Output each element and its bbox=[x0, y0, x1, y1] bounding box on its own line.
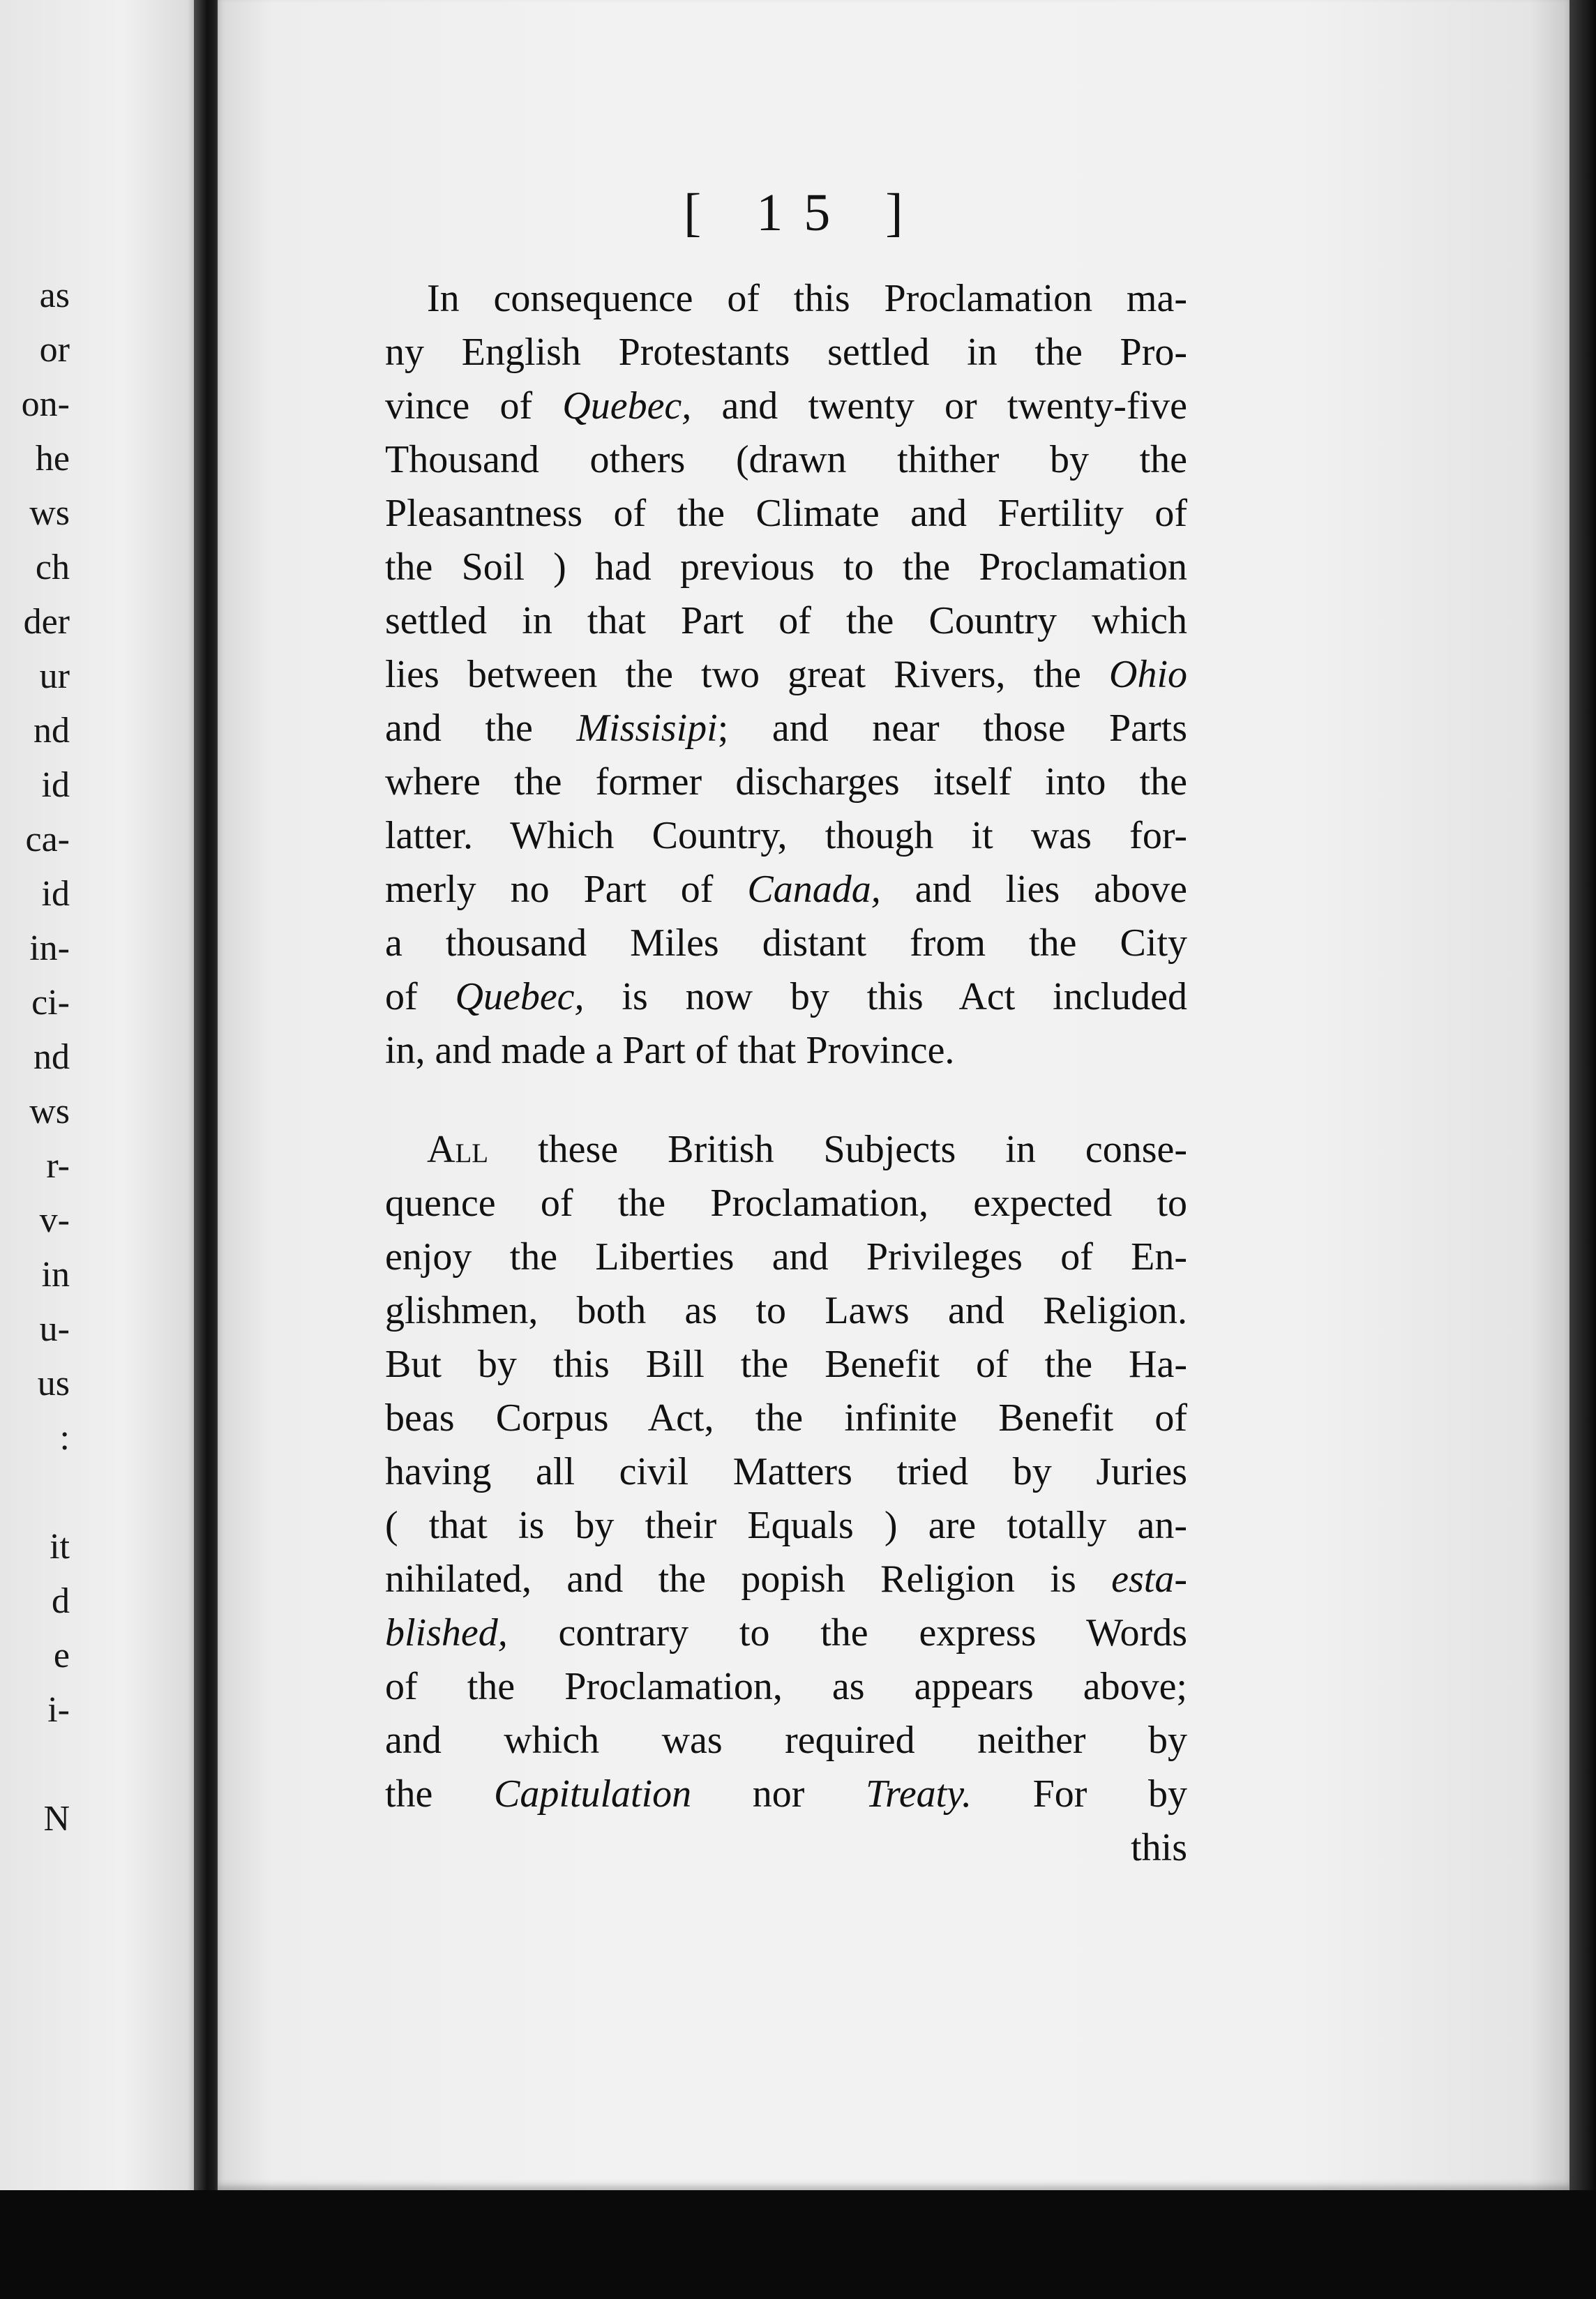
text-line: glishmen, both as to Laws and Religion. bbox=[385, 1289, 1187, 1332]
fragment: he bbox=[35, 439, 70, 478]
text-line: latter. Which Country, though it was for- bbox=[385, 814, 1187, 857]
text-line: In consequence of this Proclamation ma- bbox=[427, 277, 1187, 320]
fragment: id bbox=[41, 874, 70, 914]
text-line: in, and made a Part of that Province. bbox=[385, 1029, 955, 1072]
text-line: Pleasantness of the Climate and Fertility of bbox=[385, 492, 1187, 535]
text-line: and the Missisipi; and near those Parts bbox=[385, 707, 1187, 750]
text-line: beas Corpus Act, the infinite Benefit of bbox=[385, 1396, 1187, 1440]
fragment: it bbox=[50, 1527, 70, 1567]
text-line: blished, contrary to the express Words bbox=[385, 1611, 1187, 1654]
fragment: in bbox=[41, 1255, 70, 1295]
text-line: All these British Subjects in conse- bbox=[427, 1128, 1187, 1171]
fragment: der bbox=[23, 602, 70, 642]
fragment: ws bbox=[29, 1092, 70, 1131]
text-line: of the Proclamation, as appears above; bbox=[385, 1665, 1187, 1708]
text-line: merly no Part of Canada, and lies above bbox=[385, 868, 1187, 911]
text-line: Thousand others (drawn thither by the bbox=[385, 438, 1187, 481]
fragment: or bbox=[39, 330, 70, 370]
text-line: nihilated, and the popish Religion is esta- bbox=[385, 1558, 1187, 1601]
text-line: having all civil Matters tried by Juries bbox=[385, 1450, 1187, 1493]
bottom-border bbox=[0, 2190, 1596, 2299]
fragment: ch bbox=[35, 548, 70, 587]
text-line: ( that is by their Equals ) are totally an- bbox=[385, 1504, 1187, 1547]
fragment: ws bbox=[29, 493, 70, 533]
fragment: on- bbox=[21, 384, 70, 424]
text-line: the Capitulation nor Treaty. For by bbox=[385, 1772, 1187, 1816]
left-facing-page bbox=[0, 0, 204, 2190]
text-line: of Quebec, is now by this Act included bbox=[385, 975, 1187, 1018]
text-line: lies between the two great Rivers, the Ohio bbox=[385, 653, 1187, 696]
text-line: and which was required neither by bbox=[385, 1719, 1187, 1762]
text-line: the Soil ) had previous to the Proclamation bbox=[385, 545, 1187, 589]
paragraph-1 bbox=[385, 272, 1187, 1078]
fragment: v- bbox=[39, 1200, 70, 1240]
fragment: : bbox=[59, 1418, 70, 1458]
text-line: vince of Quebec, and twenty or twenty-five bbox=[385, 384, 1188, 428]
fragment: nd bbox=[33, 1037, 70, 1077]
text-line: ny English Protestants settled in the Pro- bbox=[385, 331, 1187, 374]
fragment: e bbox=[53, 1636, 70, 1675]
fragment: ca- bbox=[25, 820, 70, 859]
paragraph-lead-word: All bbox=[427, 1128, 489, 1171]
fragment: as bbox=[39, 276, 70, 315]
fragment: r- bbox=[46, 1146, 70, 1186]
body-text bbox=[385, 272, 1187, 1875]
fragment: nd bbox=[33, 711, 70, 751]
fragment: us bbox=[37, 1364, 70, 1403]
page-edge-shadow bbox=[1569, 0, 1596, 2299]
paragraph-gap bbox=[385, 1078, 1187, 1123]
paragraph-2 bbox=[385, 1123, 1187, 1875]
fragment: u- bbox=[39, 1309, 70, 1349]
text-line: a thousand Miles distant from the City bbox=[385, 921, 1187, 965]
page-number: [ 15 ] bbox=[684, 183, 924, 242]
text-line: quence of the Proclamation, expected to bbox=[385, 1182, 1187, 1225]
fragment: in- bbox=[29, 928, 70, 968]
fragment: id bbox=[41, 765, 70, 805]
text-line: enjoy the Liberties and Privileges of En- bbox=[385, 1235, 1187, 1279]
text-line: where the former discharges itself into the bbox=[385, 760, 1187, 804]
fragment: d bbox=[52, 1581, 70, 1621]
text-line: settled in that Part of the Country which bbox=[385, 599, 1187, 642]
fragment: ur bbox=[39, 656, 70, 696]
text-line: But by this Bill the Benefit of the Ha- bbox=[385, 1343, 1187, 1386]
fragment: N bbox=[43, 1799, 70, 1839]
catchword: this bbox=[1131, 1826, 1187, 1869]
fragment: i- bbox=[47, 1690, 70, 1730]
fragment: ci- bbox=[31, 983, 70, 1023]
